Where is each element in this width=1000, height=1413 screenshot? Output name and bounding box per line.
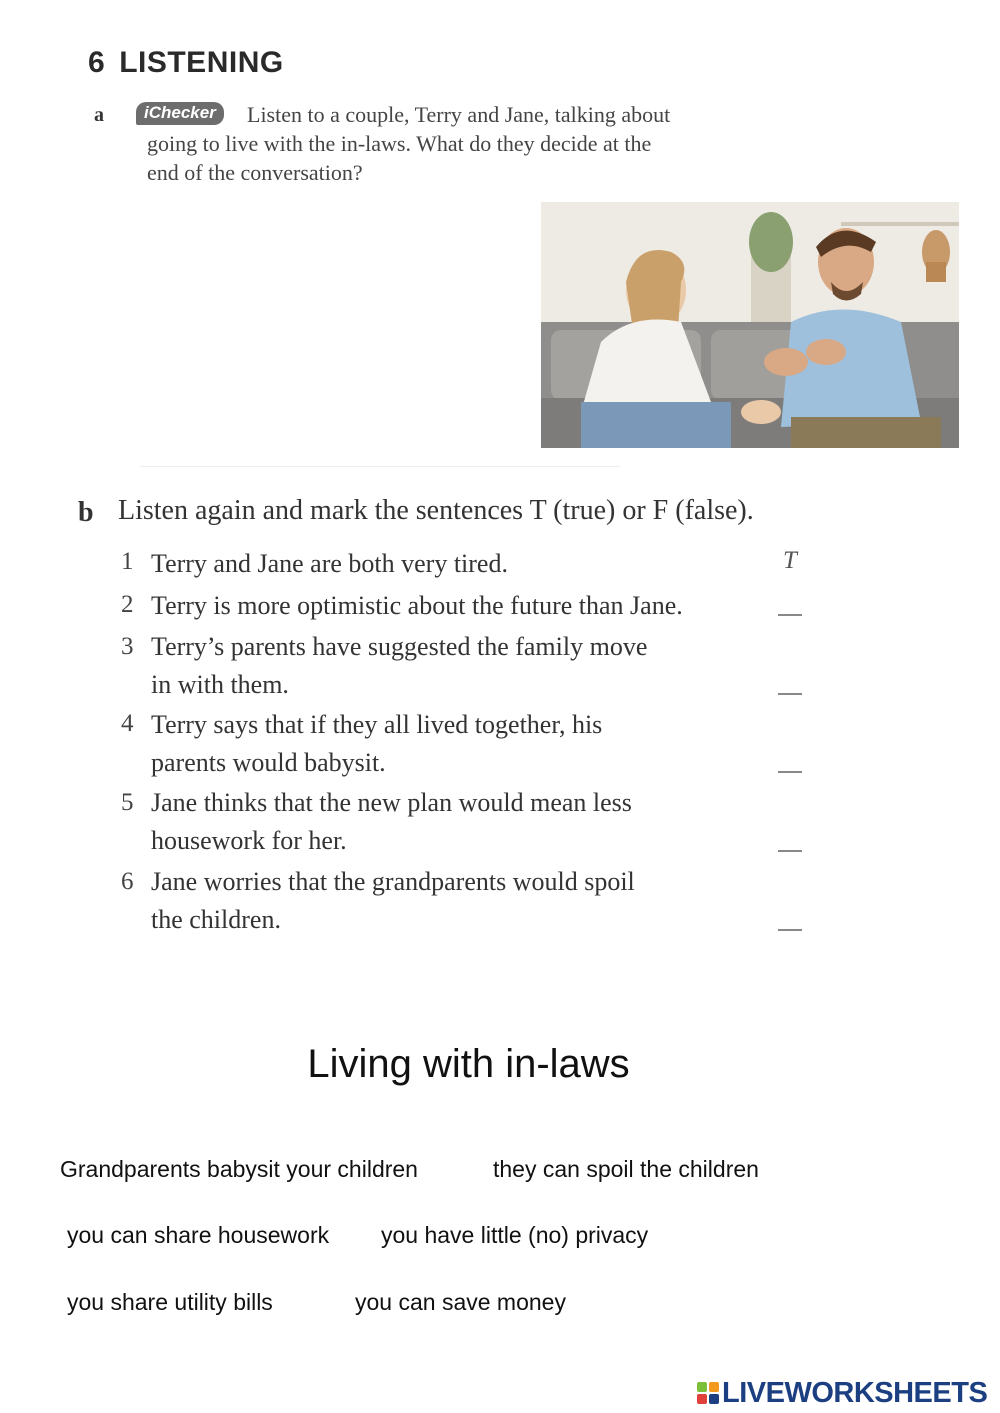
phrase-item[interactable]: Grandparents babysit your children [60,1156,418,1182]
item-text: Terry says that if they all lived together, his [151,710,603,739]
part-a-instruction: Listen to a couple, Terry and Jane, talking about going to live with the in-laws. What do they decide at the end of the conversation? [147,102,671,185]
item-number: 2 [121,591,134,618]
worksheet-title: Living with in-laws [307,1042,630,1086]
answer-field[interactable] [778,771,802,773]
logo-text: LIVEWORKSHEETS [722,1376,988,1409]
item-number: 4 [121,710,134,737]
couple-photo-illustration [541,202,959,448]
phrase-item[interactable]: you share utility bills [67,1289,273,1315]
phrase-item[interactable]: they can spoil the children [493,1156,759,1182]
section-number: 6 [88,46,106,79]
section-title: LISTENING [119,46,284,79]
item-text: Terry is more optimistic about the future than Jane. [151,591,683,620]
item-text: Terry and Jane are both very tired. [151,549,508,578]
ichecker-badge: iChecker [136,102,224,125]
part-a-letter: a [94,104,104,126]
answer-field[interactable] [778,850,802,852]
liveworksheets-logo [697,1378,987,1408]
phrase-item[interactable]: you have little (no) privacy [381,1222,649,1248]
phrase-item[interactable]: you can save money [355,1289,566,1315]
couple-photo [541,202,959,448]
phrase-item[interactable]: you can share housework [67,1222,330,1248]
item-text: Terry’s parents have suggested the family move [151,632,648,661]
item-number: 6 [121,868,134,895]
answer-field[interactable] [778,929,802,931]
item-text-continued: the children. [151,905,281,934]
liveworksheets-logo-icon [697,1382,719,1404]
item-number: 5 [121,789,134,816]
section-heading [88,46,284,80]
part-b-letter: b [78,497,94,528]
answer-field[interactable] [778,693,802,695]
answer-field[interactable]: T [783,547,797,574]
answer-field[interactable] [778,614,802,616]
part-b-instruction: Listen again and mark the sentences T (true) or F (false). [118,495,754,526]
item-text-continued: parents would babysit. [151,748,386,777]
item-text: Jane worries that the grandparents would spoil [151,867,635,896]
item-number: 3 [121,633,134,660]
item-text: Jane thinks that the new plan would mean less [151,788,632,817]
item-text-continued: in with them. [151,670,289,699]
item-number: 1 [121,548,134,575]
divider-line [140,466,620,467]
item-text-continued: housework for her. [151,826,347,855]
